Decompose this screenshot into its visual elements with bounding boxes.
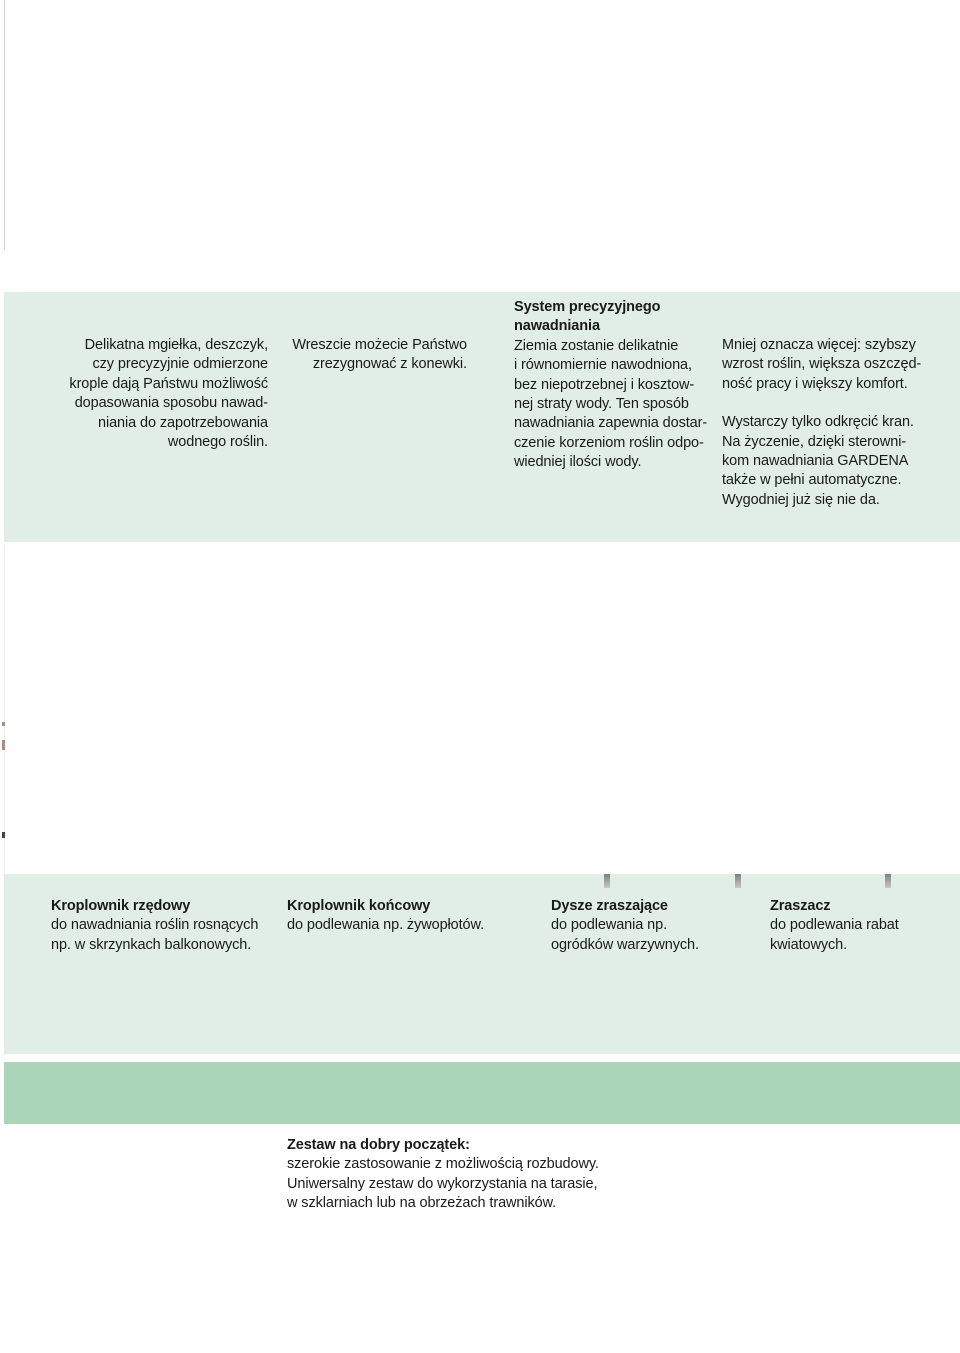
starter-band [4,1062,960,1124]
product-sprinkler: Zraszacz do podlewania rabat kwiatowych. [770,898,899,953]
intro-text-mist: Delikatna mgiełka, deszczyk, czy precyzyjnie odmierzone krople dają Państwu możliwość dopasowania sposobu nawad- niania do zapotrzebowania wodnego roślin. [69,337,268,451]
precision-system-text: System precyzyjnego nawadniania Ziemia zostanie delikatnie i równomiernie nawodniona, bez niepotrzebnej i kosztow- nej straty wody. Ten sposób nawadniania zapewnia dostar- czenie korzeniom roślin odpo- wiedniej ilości wody. [514,299,708,471]
starter-set-text: Zestaw na dobry początek: szerokie zastosowanie z możliwością rozbudowy. Uniwersalny zestaw do wykorzystania na tarasie, w szklarniach lub na obrzeżach trawników. [287,1137,599,1212]
product-inline-dripper: Kroplownik rzędowy do nawadniania roślin rosnących np. w skrzynkach balkonowych. [51,898,259,953]
page-edge-line [4,0,5,250]
edge-mark [2,740,5,750]
product-image-stub [735,874,741,888]
starter-set-title: Zestaw na dobry początek: [287,1137,470,1153]
product-spray-nozzles: Dysze zraszające do podlewania np. ogródków warzywnych. [551,898,699,953]
edge-mark [2,832,5,838]
precision-system-title: System precyzyjnego [514,299,661,315]
less-is-more-text: Mniej oznacza więcej: szybszy wzrost roślin, większa oszczęd- ność pracy i większy komfort. Wystarczy tylko odkręcić kran. Na życzenie, dzięki sterowni- kom nawadniania GARDENA także w pełni automatyczne. Wygodniej już się nie da. [722,337,922,508]
product-image-stub [885,874,891,888]
product-title: Dysze zraszające [551,898,668,914]
product-title: Kroplownik rzędowy [51,898,191,914]
product-title: Zraszacz [770,898,831,914]
product-image-stub [604,874,610,888]
product-title: Kroplownik końcowy [287,898,431,914]
intro-text-watering-can: Wreszcie możecie Państwo zrezygnować z konewki. [292,337,467,373]
edge-mark [2,722,5,726]
product-end-dripper: Kroplownik końcowy do podlewania np. żywopłotów. [287,898,485,934]
